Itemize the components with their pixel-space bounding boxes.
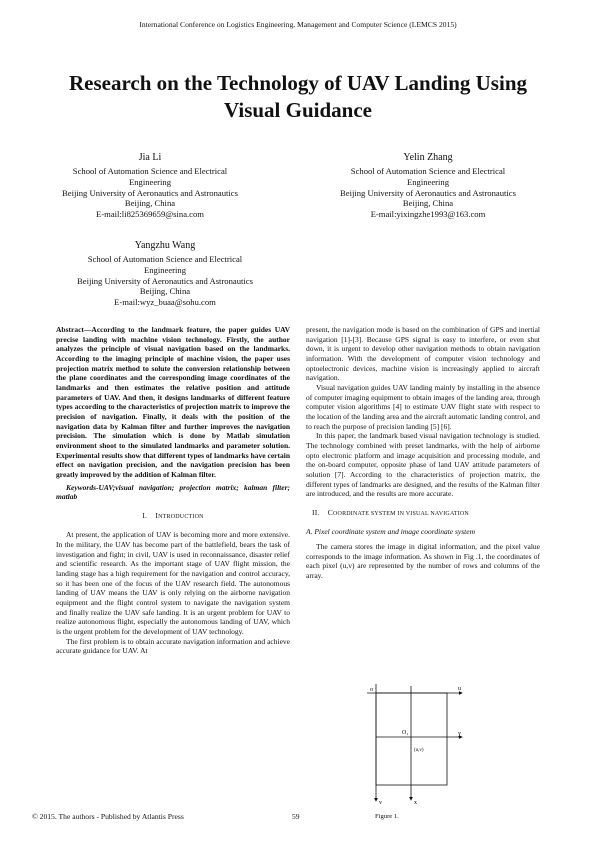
author-email: E-mail:yixingzhe1993@163.com bbox=[370, 209, 486, 220]
author-name: Yelin Zhang bbox=[403, 152, 453, 163]
right-column bbox=[306, 325, 540, 581]
pixel-uv-label: (u,v) bbox=[414, 748, 424, 753]
section-number: II. bbox=[312, 507, 320, 517]
x-axis-label: x bbox=[414, 800, 417, 806]
conference-header: International Conference on Logistics Engineering, Management and Computer Science (LEMCS 2015) bbox=[139, 20, 457, 29]
figure-1-diagram bbox=[340, 676, 470, 806]
author-email: E-mail:li825369659@sina.com bbox=[96, 209, 204, 220]
author-univ: Beijing University of Aeronautics and Astronautics bbox=[62, 187, 238, 198]
figure-caption: Figure 1. bbox=[375, 813, 399, 820]
author-dept: School of Automation Science and Electrical Engineering bbox=[350, 166, 506, 187]
author-email: E-mail:wyz_buaa@sohu.com bbox=[114, 297, 216, 308]
abstract: Abstract—According to the landmark feature, the paper guides UAV precise landing with machine vision technology. Firstly, the author analyzes the principle of visual navigation based on the landmarks. According to the imaging principle of machine vision, the paper uses projection matrix method to solute the conversion relationship between the plane coordinates and the corresponding image coordinates of the landmarks and then estimates the relative position and attitude parameters of UAV. And then, it designs landmarks of different feature types according to the characteristics of projection matrix to improve the precision of navigation. Finally, it deals with the position of the navigation data by Kalman filter and further improves the navigation precision. The simulation which is done by Matlab simulation environment shoot to the simulated landmarks and parameter solution. Experimental results show that different types of landmarks have certain effect on navigation precision, and the navigation precision has been greatly improved by the addition of Kalman filter. bbox=[56, 325, 290, 479]
left-column bbox=[56, 325, 290, 656]
copyright-footer: © 2015. The authors - Published by Atlantis Press bbox=[32, 812, 184, 821]
section-heading-introduction bbox=[56, 511, 290, 523]
intro-paragraph-2: The first problem is to obtain accurate navigation information and achieve accurate guidance for UAV. At bbox=[56, 636, 290, 656]
author-city: Beijing, China bbox=[139, 286, 191, 297]
body-paragraph-2: Visual navigation guides UAV landing mainly by installing in the absence of computer imaging equipment to obtain images of the landing area, through computer vision algorithms [4] to estimate UAV flight state with respect to the location of the landing area and the aircraft automatic landing control, and to reach the purpose of precision landing [5] [6]. bbox=[306, 382, 540, 431]
keywords: Keywords-UAV;visual navigation; projection matrix; kalman filter; matlab bbox=[56, 482, 290, 502]
section-number: I. bbox=[142, 510, 148, 520]
author-city: Beijing, China bbox=[124, 198, 176, 209]
author-name: Jia Li bbox=[138, 152, 162, 163]
section-initial: C bbox=[327, 507, 333, 517]
author-univ: Beijing University of Aeronautics and Astronautics bbox=[77, 275, 253, 286]
paper-title: Research on the Technology of UAV Landing Using Visual Guidance bbox=[68, 71, 527, 122]
v-axis-label: v bbox=[379, 800, 382, 806]
section-rest: NTRODUCTION bbox=[158, 513, 204, 520]
author-block-1 bbox=[40, 151, 260, 220]
body-paragraph-1: present, the navigation mode is based on the combination of GPS and inertial navigation [1]-[3]. Because GPS signal is easy to interfere, or even shut down, it is urgent to develop other navigation methods to obtain navigation information. With the development of computer vision technology and optoelectronic devices, machine vision is increasingly applied to aircraft navigation. bbox=[306, 325, 540, 383]
page-number: 59 bbox=[292, 812, 300, 821]
intro-paragraph-1: At present, the application of UAV is becoming more and more extensive. In the military, the UAV has become part of the battlefield, bears the task of investigation and fight; in civil, UAV is used in reconnaissance, disaster relief and scientific research. As the important stage of UAV flight mission, the landing stage has a high requirement for the navigation and control accuracy, so it has been one of the focus of the UAV research field. The autonomous landing of UAV means the UAV is only relying on the airborne navigation equipment and the flight control system to navigate the navigation system and finally realize the UAV safe landing. It is an urgent problem for UAV to realize autonomous flight, especially the autonomous landing of UAV, which is the urgent problem for the development of UAV technology. bbox=[56, 530, 290, 637]
author-dept: School of Automation Science and Electrical Engineering bbox=[87, 254, 243, 275]
y-axis-label: y bbox=[458, 731, 461, 737]
author-block-3 bbox=[55, 239, 275, 308]
author-block-2 bbox=[318, 151, 538, 220]
section-rest: OORDINATE SYSTEM IN VISUAL NAVIGATION bbox=[333, 510, 469, 517]
author-name: Yangzhu Wang bbox=[134, 240, 196, 251]
image-plane-rect bbox=[376, 693, 447, 785]
u-axis-label: u bbox=[458, 686, 461, 692]
origin-o1-label: O₁ bbox=[402, 730, 409, 736]
body-paragraph-4: The camera stores the image in digital information, and the pixel value corresponds to the image information. As shown in Fig .1, the coordinates of each pixel (u,v) are represented by the number of rows and columns of the array. bbox=[306, 542, 540, 581]
origin-o-label: o bbox=[370, 687, 373, 693]
author-dept: School of Automation Science and Electrical Engineering bbox=[72, 166, 228, 187]
section-heading-coordinate-system bbox=[306, 508, 540, 520]
section-initial: I bbox=[155, 510, 159, 520]
author-univ: Beijing University of Aeronautics and Astronautics bbox=[340, 187, 516, 198]
subsection-heading-a: A. Pixel coordinate system and image coordinate system bbox=[306, 527, 475, 537]
author-city: Beijing, China bbox=[402, 198, 454, 209]
body-paragraph-3: In this paper, the landmark based visual navigation technology is studied. The technology combined with preset landmarks, with the help of airborne opto electronic platform and image acquisition and processing module, and the on-board computer, opposite phase of land UAV attitude parameters of solution [7]. According to the characteristics of projection matrix, the different types of landmarks are designed, and the results of the Kalman filter are introduced, and the results are more accurate. bbox=[306, 431, 540, 499]
